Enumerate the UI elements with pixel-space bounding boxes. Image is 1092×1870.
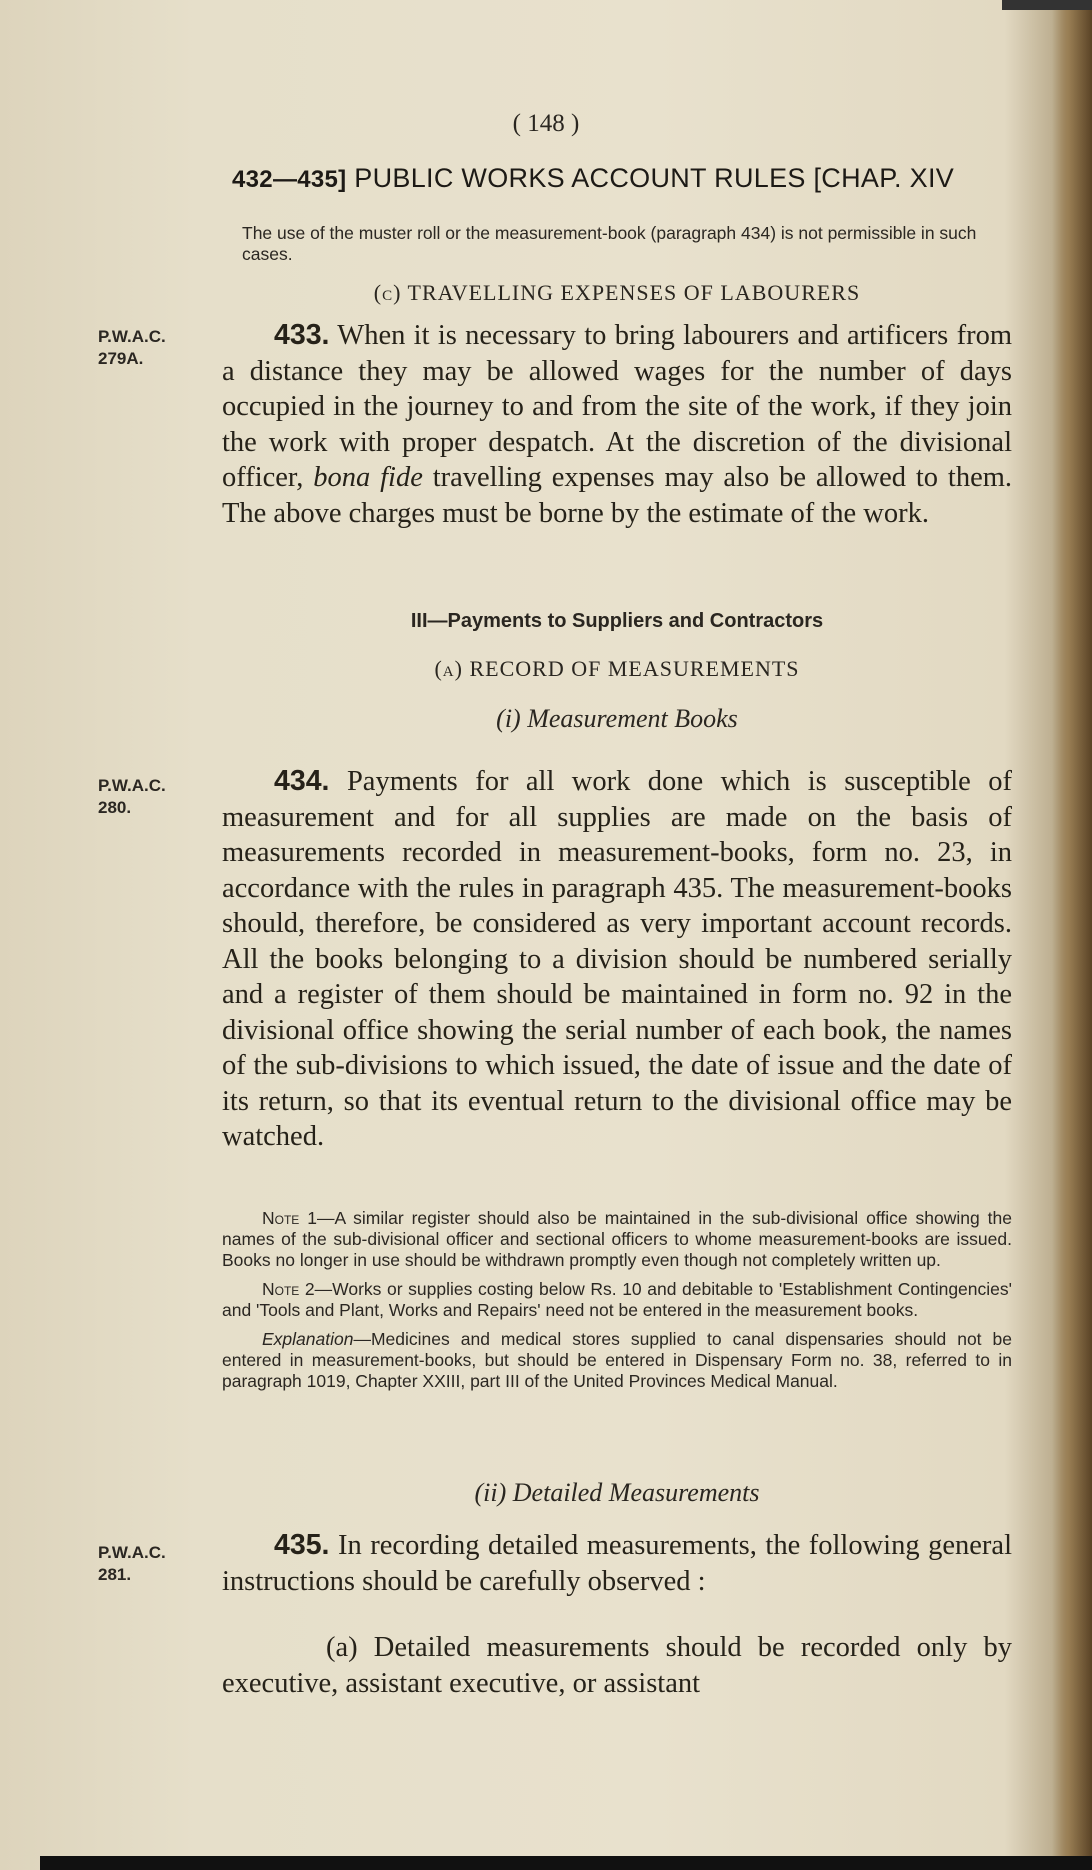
running-head-title: PUBLIC WORKS ACCOUNT RULES [354,163,806,193]
margin-ref-435-line1: P.W.A.C. [98,1543,166,1562]
page-number: ( 148 ) [512,110,580,137]
notes-block [222,1208,1012,1392]
note-1 [222,1208,1012,1271]
explanation-note [222,1329,1012,1392]
margin-ref-435-line2: 281. [98,1565,132,1584]
margin-ref-433-line1: P.W.A.C. [98,327,166,346]
margin-ref-434 [98,775,208,819]
running-head [232,163,1042,194]
paragraph-434 [222,764,1012,1155]
margin-ref-435 [98,1542,208,1586]
heading-payments-suppliers: III—Payments to Suppliers and Contractors [410,610,824,632]
paragraph-434-text: Payments for all work done which is susceptible of measurement and for all supplies are made on the basis of measurements recorded in measurement-books, form no. 23, in accordance with the rules in paragraph 435. The measurement-books should, therefore, be considered as very important account records. All the books belonging to a division should be numbered serially and a register of them should be maintained in form no. 92 in the divisional office showing the serial number of each book, the names of the sub-divisions to which issued, the date of issue and the date of its return, so that its eventual return to the divisional office may be watched. [222,766,1013,1152]
book-spine-shadow [1052,0,1092,1870]
heading-measurement-books: (i) Measurement Books [496,704,738,733]
paragraph-433-italic: bona fide [313,462,423,493]
margin-ref-434-line2: 280. [98,798,132,817]
paragraph-434-number: 434. [274,765,330,797]
paragraph-435-text: In recording detailed measurements, the following general instructions should be carefully observed : [222,1530,1012,1597]
paragraph-435 [222,1528,1012,1599]
paragraph-433-text-2: travelling expenses may also be allowed to them. The above charges must be borne by the estimate of the work. [222,462,1013,529]
explanation-text: —Medicines and medical stores supplied to canal dispensaries should not be entered in measurement-books, but should be entered in Dispensary Form no. 38, referred to in paragraph 1019, Chapter XXIII, part III of the United Provinces Medical Manual. [222,1329,1012,1391]
paragraph-435-number: 435. [274,1529,330,1561]
margin-ref-434-line1: P.W.A.C. [98,776,166,795]
note-1-text: —A similar register should also be maintained in the sub-divisional office showing the names of the sub-divisional officer and sectional officers to whome measurement-books are issued. Books no longer in use should be withdrawn promptly even though not completely written up. [222,1208,1012,1270]
margin-ref-433 [98,326,208,370]
clause-a-label: (a) [326,1632,358,1663]
paragraph-433-text-1: When it is necessary to bring labourers and artificers from a distance they may be allowed wages for the number of days occupied in the journey to and from the site of the work, if they join the work with proper despatch. At the discretion of the divisional officer, [222,320,1012,493]
paragraph-433-number: 433. [274,319,330,351]
clause-a-text: Detailed measurements should be recorded only by executive, assistant executive, or assistant [222,1632,1012,1699]
paragraph-433 [222,318,1012,531]
heading-record-measurements: (a) RECORD OF MEASUREMENTS [434,656,800,681]
heading-detailed-measurements: (ii) Detailed Measurements [474,1478,760,1507]
top-edge-strip [1002,0,1092,10]
note-2-label: Note 2 [262,1279,315,1299]
note-2-text: —Works or supplies costing below Rs. 10 and debitable to 'Establishment Contingencies' and 'Tools and Plant, Works and Repairs' need not be entered in the measurement books. [222,1279,1012,1320]
explanation-label: Explanation [262,1329,354,1349]
intro-note: The use of the muster roll or the measurement-book (paragraph 434) is not permissible in such cases. [242,223,977,264]
clause-a [222,1630,1012,1701]
note-1-label: Note 1 [262,1208,317,1228]
running-head-section-range: 432—435] [232,166,347,193]
bottom-edge-bar [40,1856,1092,1870]
heading-travelling-expenses: (c) TRAVELLING EXPENSES OF LABOURERS [373,280,861,305]
margin-ref-433-line2: 279A. [98,349,144,368]
running-head-chapter: [CHAP. XIV [813,163,955,193]
note-2 [222,1279,1012,1321]
